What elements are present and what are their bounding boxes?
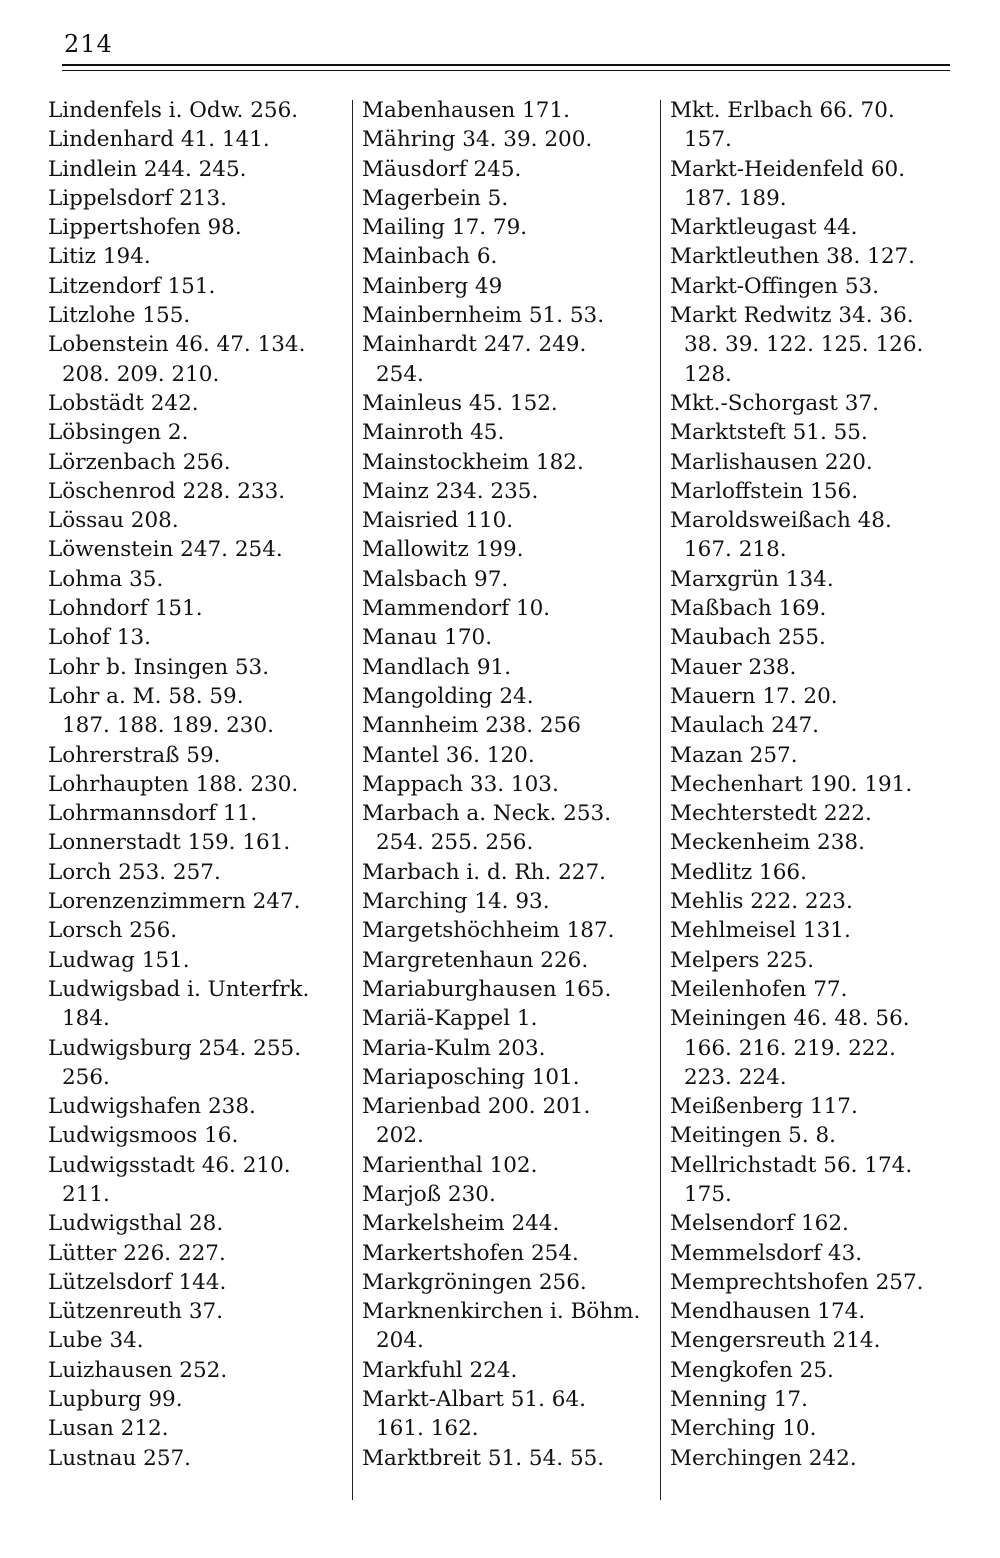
index-entry: Mainberg 49: [362, 273, 503, 299]
page-number: 214: [64, 30, 113, 58]
index-column-1: [48, 96, 346, 1473]
index-entry: Mantel 36. 120.: [362, 742, 535, 768]
index-entry: Lonnerstadt 159. 161.: [48, 830, 291, 856]
index-entry: Luizhausen 252.: [48, 1357, 228, 1383]
index-columns: [0, 96, 1000, 1516]
index-entry: Lube 34.: [48, 1328, 144, 1354]
index-entry: Maßbach 169.: [670, 596, 827, 622]
index-entry: Meiningen 46. 48. 56.: [670, 1006, 910, 1032]
index-entry: Lustnau 257.: [48, 1445, 192, 1471]
index-entry: Markelsheim 244.: [362, 1211, 560, 1237]
index-entry: Litzendorf 151.: [48, 273, 216, 299]
index-entry: Mechterstedt 222.: [670, 801, 872, 827]
index-entry: Mellrichstadt 56. 174.: [670, 1152, 913, 1178]
index-entry: Mappach 33. 103.: [362, 771, 559, 797]
index-entry: Mailing 17. 79.: [362, 215, 528, 241]
index-entry: Litiz 194.: [48, 244, 151, 270]
index-entry: 166. 216. 219. 222.: [684, 1035, 896, 1061]
index-entry: Lohrhaupten 188. 230.: [48, 771, 299, 797]
index-entry: Meckenheim 238.: [670, 830, 865, 856]
index-entry: 167. 218.: [684, 537, 787, 563]
index-column-2: [362, 96, 654, 1473]
index-entry: Lütter 226. 227.: [48, 1240, 226, 1266]
index-entry: 204.: [376, 1328, 424, 1354]
index-entry: Malsbach 97.: [362, 566, 509, 592]
index-entry: Lössau 208.: [48, 508, 179, 534]
index-entry: Marktbreit 51. 54. 55.: [362, 1445, 605, 1471]
index-entry: Markt-Albart 51. 64.: [362, 1387, 586, 1413]
index-entry: Mannheim 238. 256: [362, 713, 581, 739]
index-entry: Mkt.-Schorgast 37.: [670, 390, 879, 416]
index-entry: Magerbein 5.: [362, 185, 509, 211]
index-entry: Mähring 34. 39. 200.: [362, 127, 593, 153]
index-entry: Mauer 238.: [670, 654, 797, 680]
index-entry: Mainstockheim 182.: [362, 449, 584, 475]
index-entry: Markgröningen 256.: [362, 1269, 587, 1295]
index-entry: Marlishausen 220.: [670, 449, 873, 475]
index-entry: Marktsteft 51. 55.: [670, 420, 868, 446]
index-entry: Lupburg 99.: [48, 1387, 183, 1413]
index-entry: Maria-Kulm 203.: [362, 1035, 546, 1061]
index-entry: Melpers 225.: [670, 947, 815, 973]
index-entry: 187. 188. 189. 230.: [62, 713, 274, 739]
index-entry: Lusan 212.: [48, 1416, 169, 1442]
index-entry: Ludwag 151.: [48, 947, 190, 973]
header-rule-thick: [62, 64, 950, 66]
index-entry: 38. 39. 122. 125. 126.: [684, 332, 924, 358]
index-entry: Menning 17.: [670, 1387, 808, 1413]
index-entry: Marienthal 102.: [362, 1152, 538, 1178]
index-entry: Merchingen 242.: [670, 1445, 857, 1471]
index-entry: Ludwigsstadt 46. 210.: [48, 1152, 291, 1178]
index-entry: Melsendorf 162.: [670, 1211, 849, 1237]
index-entry: Ludwigsmoos 16.: [48, 1123, 239, 1149]
index-entry: Mainbernheim 51. 53.: [362, 303, 605, 329]
index-entry: Medlitz 166.: [670, 859, 807, 885]
index-entry: Marienbad 200. 201.: [362, 1094, 591, 1120]
index-entry: Mallowitz 199.: [362, 537, 524, 563]
index-entry: Lohof 13.: [48, 625, 151, 651]
index-entry: Mäusdorf 245.: [362, 156, 522, 182]
index-entry: Margretenhaun 226.: [362, 947, 589, 973]
index-entry: 184.: [62, 1006, 110, 1032]
index-entry: Maulach 247.: [670, 713, 819, 739]
index-entry: Marching 14. 93.: [362, 889, 550, 915]
index-entry: Lorch 253. 257.: [48, 859, 221, 885]
index-entry: 256.: [62, 1064, 110, 1090]
index-entry: Marbach i. d. Rh. 227.: [362, 859, 606, 885]
index-entry: Mkt. Erlbach 66. 70.: [670, 98, 895, 123]
index-entry: Ludwigsburg 254. 255.: [48, 1035, 302, 1061]
index-entry: Lohr a. M. 58. 59.: [48, 683, 244, 709]
index-entry: 254.: [376, 361, 424, 387]
index-entry: 157.: [684, 127, 732, 153]
index-entry: Marktleugast 44.: [670, 215, 858, 241]
index-entry: Marknenkirchen i. Böhm.: [362, 1299, 641, 1325]
index-entry: Mandlach 91.: [362, 654, 512, 680]
index-entry: Mabenhausen 171.: [362, 98, 570, 123]
index-entry: Litzlohe 155.: [48, 303, 191, 329]
index-entry: Ludwigsthal 28.: [48, 1211, 224, 1237]
index-entry: Lobenstein 46. 47. 134.: [48, 332, 306, 358]
index-entry: 223. 224.: [684, 1064, 787, 1090]
index-entry: Margetshöchheim 187.: [362, 918, 615, 944]
index-entry: Löbsingen 2.: [48, 420, 189, 446]
index-entry: Mariä-Kappel 1.: [362, 1006, 538, 1032]
index-entry: Lohndorf 151.: [48, 596, 203, 622]
index-entry: Markertshofen 254.: [362, 1240, 579, 1266]
index-entry: 161. 162.: [376, 1416, 479, 1442]
index-entry: Marxgrün 134.: [670, 566, 834, 592]
index-entry: 187. 189.: [684, 185, 787, 211]
index-entry: Lobstädt 242.: [48, 390, 199, 416]
index-column-3: [670, 96, 956, 1473]
index-entry: Ludwigsbad i. Unterfrk.: [48, 976, 310, 1002]
index-entry: Marloffstein 156.: [670, 478, 859, 504]
index-entry: Maroldsweißach 48.: [670, 508, 892, 534]
index-entry: Mehlmeisel 131.: [670, 918, 851, 944]
index-entry: Lippertshofen 98.: [48, 215, 242, 241]
index-entry: Mechenhart 190. 191.: [670, 771, 913, 797]
index-entry: Mariaburghausen 165.: [362, 976, 612, 1002]
index-entry: Mangolding 24.: [362, 683, 534, 709]
index-entry: 208. 209. 210.: [62, 361, 220, 387]
index-entry: Mainhardt 247. 249.: [362, 332, 587, 358]
index-entry: Meitingen 5. 8.: [670, 1123, 837, 1149]
index-entry: Markt Redwitz 34. 36.: [670, 303, 914, 329]
index-entry: Lohr b. Insingen 53.: [48, 654, 270, 680]
index-entry: 254. 255. 256.: [376, 830, 534, 856]
index-entry: Lohrerstraß 59.: [48, 742, 221, 768]
index-entry: Marjoß 230.: [362, 1181, 496, 1207]
index-entry: Lohma 35.: [48, 566, 164, 592]
index-entry: Mengersreuth 214.: [670, 1328, 881, 1354]
index-entry: Meißenberg 117.: [670, 1094, 858, 1120]
index-entry: 175.: [684, 1181, 732, 1207]
index-entry: Maubach 255.: [670, 625, 826, 651]
index-entry: Mainroth 45.: [362, 420, 505, 446]
index-entry: Ludwigshafen 238.: [48, 1094, 256, 1120]
index-entry: Marbach a. Neck. 253.: [362, 801, 612, 827]
index-entry: Mainbach 6.: [362, 244, 498, 270]
index-entry: Meilenhofen 77.: [670, 976, 848, 1002]
index-entry: 202.: [376, 1123, 424, 1149]
header-rule-thin: [62, 70, 950, 71]
index-entry: Merching 10.: [670, 1416, 817, 1442]
index-entry: Mainleus 45. 152.: [362, 390, 558, 416]
index-entry: Marktleuthen 38. 127.: [670, 244, 916, 270]
index-entry: Lützelsdorf 144.: [48, 1269, 227, 1295]
index-entry: Lippelsdorf 213.: [48, 185, 227, 211]
index-entry: Mammendorf 10.: [362, 596, 551, 622]
index-entry: Mazan 257.: [670, 742, 798, 768]
index-entry: Lohrmannsdorf 11.: [48, 801, 258, 827]
index-entry: Lindlein 244. 245.: [48, 156, 247, 182]
index-entry: Mauern 17. 20.: [670, 683, 838, 709]
index-entry: Mendhausen 174.: [670, 1299, 866, 1325]
index-entry: Markfuhl 224.: [362, 1357, 518, 1383]
index-entry: 128.: [684, 361, 732, 387]
index-entry: Lorsch 256.: [48, 918, 178, 944]
index-entry: Lindenfels i. Odw. 256.: [48, 98, 299, 123]
index-entry: Lützenreuth 37.: [48, 1299, 224, 1325]
index-entry: Maisried 110.: [362, 508, 514, 534]
index-entry: Lörzenbach 256.: [48, 449, 231, 475]
index-entry: Mehlis 222. 223.: [670, 889, 853, 915]
index-entry: Memprechtshofen 257.: [670, 1269, 924, 1295]
index-entry: Mainz 234. 235.: [362, 478, 539, 504]
index-entry: Markt-Heidenfeld 60.: [670, 156, 906, 182]
index-entry: Mariaposching 101.: [362, 1064, 580, 1090]
index-entry: Manau 170.: [362, 625, 493, 651]
index-entry: Markt-Offingen 53.: [670, 273, 880, 299]
index-entry: Löschenrod 228. 233.: [48, 478, 286, 504]
index-entry: Löwenstein 247. 254.: [48, 537, 283, 563]
index-entry: 211.: [62, 1181, 110, 1207]
index-entry: Mengkofen 25.: [670, 1357, 834, 1383]
index-entry: Memmelsdorf 43.: [670, 1240, 863, 1266]
index-entry: Lorenzenzimmern 247.: [48, 889, 301, 915]
index-entry: Lindenhard 41. 141.: [48, 127, 270, 153]
